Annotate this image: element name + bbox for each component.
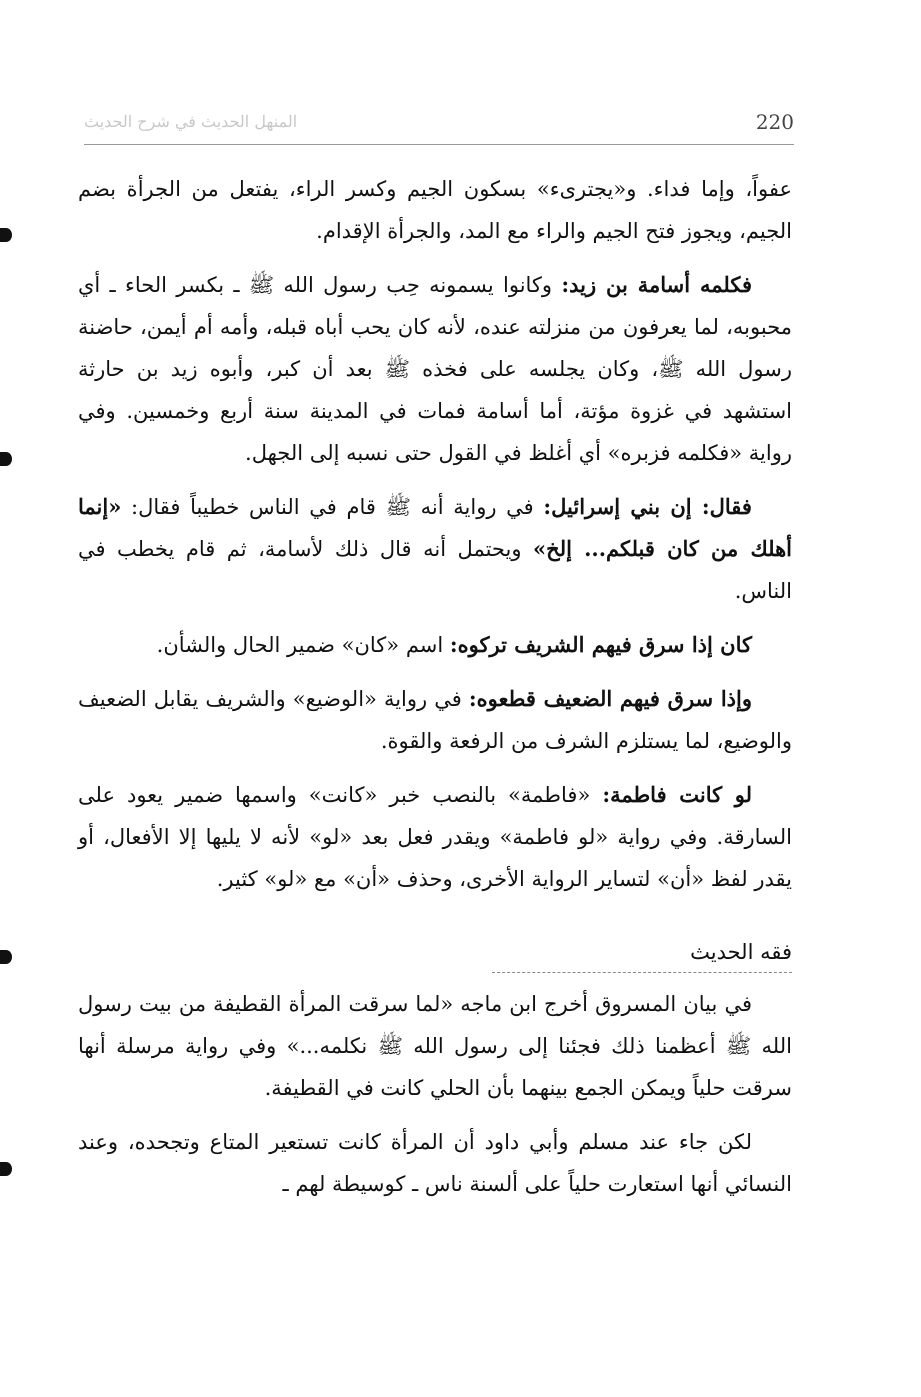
paragraph-lemma: وإذا سرق فيهم الضعيف قطعوه: (468, 686, 752, 711)
paragraph (78, 168, 792, 252)
paragraph (78, 678, 792, 762)
paragraph-lemma: فكلمه أسامة بن زيد: (561, 272, 752, 297)
paragraph (78, 774, 792, 900)
scan-edge-mark (0, 950, 12, 964)
paragraph-lemma: فقال: إن بني إسرائيل: (543, 494, 752, 519)
section-heading: فقه الحديث (492, 936, 792, 973)
running-title: المنهل الحديث في شرح الحديث (84, 112, 298, 131)
paragraph-bold-quote: «إنما أهلك من كان قبلكم... إلخ» (78, 494, 792, 561)
paragraph-text: عفواً، وإما فداء. و«يجترىء» بسكون الجيم وكسر الراء، يفتعل من الجرأة بضم الجيم، ويجوز فتح الجيم والراء مع المد، والجرأة الإقدام. (78, 177, 792, 243)
paragraph-lemma: كان إذا سرق فيهم الشريف تركوه: (449, 632, 752, 657)
paragraph-text-after: ويحتمل أنه قال ذلك لأسامة، ثم قام يخطب في الناس. (78, 537, 792, 603)
paragraph-text: لكن جاء عند مسلم وأبي داود أن المرأة كانت تستعير المتاع وتجحده، وعند النسائي أنها استعارت حلياً على ألسنة ناس ـ كوسيطة لهم ـ (78, 1130, 792, 1196)
paragraph-text: في رواية أنه ﷺ قام في الناس خطيباً فقال: (131, 495, 534, 519)
scan-edge-mark (0, 228, 12, 242)
paragraph-text: «فاطمة» بالنصب خبر «كانت» واسمها ضمير يعود على السارقة. وفي رواية «لو فاطمة» ويقدر فعل بعد «لو» لأنه لا يليها إلا الأفعال، أو يقدر لفظ «أن» لتساير الرواية الأخرى، وحذف «أن» مع «لو» كثير. (78, 783, 792, 891)
paragraph (78, 624, 792, 666)
paragraph-text: في رواية «الوضيع» والشريف يقابل الضعيف والوضيع، لما يستلزم الشرف من الرفعة والقوة. (78, 687, 792, 753)
scan-edge-mark (0, 1162, 12, 1176)
paragraph (78, 983, 792, 1109)
paragraph (78, 264, 792, 474)
paragraph (78, 1121, 792, 1205)
page-body (78, 168, 792, 1217)
page-number: 220 (755, 110, 794, 134)
paragraph-text: في بيان المسروق أخرج ابن ماجه «لما سرقت المرأة القطيفة من بيت رسول الله ﷺ أعظمنا ذلك فجئنا إلى رسول الله ﷺ نكلمه...» وفي رواية مرسلة أنها سرقت حلياً ويمكن الجمع بينهما بأن الحلي كانت في القطيفة. (78, 992, 792, 1100)
paragraph-text: اسم «كان» ضمير الحال والشأن. (156, 633, 444, 657)
scan-edge-mark (0, 452, 12, 466)
paragraph (78, 486, 792, 612)
paragraph-text: وكانوا يسمونه حِب رسول الله ﷺ ـ بكسر الحاء ـ أي محبوبه، لما يعرفون من منزلته عنده، لأنه كان يحب أباه قبله، وأمه أم أيمن، حاضنة رسول الله ﷺ، وكان يجلسه على فخذه ﷺ بعد أن كبر، وأبوه زيد بن حارثة استشهد في غزوة مؤتة، أما أسامة فمات في المدينة سنة أربع وخمسين. وفي رواية «فكلمه فزبره» أي أغلظ في القول حتى نسبه إلى الجهل. (78, 273, 792, 465)
page-header (84, 108, 794, 145)
paragraph-lemma: لو كانت فاطمة: (602, 782, 752, 807)
